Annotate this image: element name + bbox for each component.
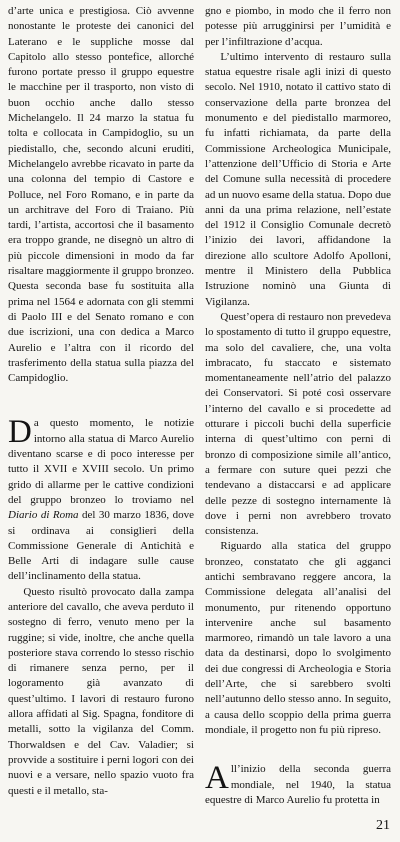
- paragraph: [205, 762, 391, 808]
- paragraph-text: ll’inizio della seconda guerra mondiale, nel 1940, la statua equestre di Marco Aurelio fu protetta in: [205, 763, 391, 806]
- paragraph: Questo risultò provocato dalla zampa anteriore del cavallo, che aveva perduto il sostegno di ferro, venuto meno per la ruggine; si vide, inoltre, che anche quella posteriore stava correndo lo stesso rischio di rimanere senza perno, per il logoramento già avanzato di quest’ultimo. I lavori di restauro furono allora affidati al Sig. Spagna, fonditore di metalli, sotto la vigilanza del Comm. Thorwaldsen e del Cav. Valadier; si provvide a sostituire i perni logori con dei nuovi e a versare, nello spazio vuoto fra questi e il metallo, sta-: [8, 585, 194, 797]
- journal-title: Diario di Roma: [8, 509, 79, 522]
- right-column: [205, 4, 391, 808]
- drop-cap: A: [205, 760, 229, 797]
- page-number: 21: [376, 818, 390, 833]
- paragraph: [8, 416, 194, 584]
- section-gap: [205, 738, 391, 762]
- paragraph: Quest’opera di restauro non prevedeva lo spostamento di tutto il gruppo equestre, ma solo del cavaliere, che, una volta imbracato, fu staccato e sistemato momentaneamente nell’atrio del palazzo dei Conservatori. Si poté così osservare l’interno del cavallo e si procedette ad otturare i piccoli buchi della superficie interna di quest’ultimo con perni di bronzo di composizione simile all’antico, a fermare con suture quei pezzi che tendevano a distaccarsi e ad applicare delle pezze di sostegno internamente là dove i perni non avrebbero trovato consistenza.: [205, 310, 391, 538]
- section-gap: [8, 386, 194, 416]
- drop-cap: D: [8, 414, 32, 451]
- left-column: [8, 4, 194, 799]
- paragraph-text: a questo momento, le notizie intorno alla statua di Marco Aurelio diventano scarse e di poco interesse per tutto il XVII e XVIII secolo. Un primo grido di allarme per le cattive condizioni del gruppo bronzeo lo troviamo nel: [8, 417, 194, 506]
- paragraph: Riguardo alla statica del gruppo bronzeo, constatato che gli agganci antichi sembravano reggere ancora, la Commissione delegata all’analisi del monumento, pur ritenendo opportuno intervenire anche sul basamento marmoreo, rimandò un tale lavoro a una data da destinarsi, dopo lo svolgimento dei due congressi di Archeologia e Storia dell’Arte, che si sarebbero svolti nell’autunno dello stesso anno. In seguito, a causa dello scoppio della prima guerra mondiale, il progetto non fu più ripreso.: [205, 540, 391, 736]
- paragraph: L’ultimo intervento di restauro sulla statua equestre risale agli inizi di questo secolo. Nel 1910, notato il cattivo stato di conservazione della parte bronzea del monumento e del piedistallo marmoreo, fu infatti richiamata, da parte della Commissione Archeologica Municipale, l’attenzione dell’Ufficio di Storia e Arte del Comune sulla necessità di procedere ad un nuovo esame della statua. Dopo due anni da una prima relazione, nell’estate del 1912 il Consiglio Comunale decretò l’inizio dei lavori, affidandone la direzione allo scultore Adolfo Apolloni, mentre il Ministero della Pubblica Istruzione nominò una Giunta di Vigilanza.: [205, 50, 391, 308]
- paragraph-text: del 30 marzo 1836, dove si ordinava ai consiglieri della Commissione Generale di Antichità e Belle Arti di indagare sulle cause dell’inclinamento della statua.: [8, 509, 194, 583]
- paragraph: gno e piombo, in modo che il ferro non potesse più arrugginirsi per l’umidità e per l’infiltrazione d’acqua.: [205, 5, 391, 48]
- paragraph: d’arte unica e prestigiosa. Ciò avvenne nonostante le proteste dei canonici del Laterano e le suppliche mosse dal Capitolo allo stesso pontefice, allorché furono portate presso il gruppo equestre le macchine per il trasporto, non visto di buon occhio anche dallo stesso Michelangelo. Il 24 marzo la statua fu tolta e collocata in Campidoglio, su un piedistallo, che, secondo alcuni eruditi, Michelangelo avrebbe ricavato in parte da una colonna del tempio di Castore e Polluce, nel Foro Romano, e in parte da un architrave del Foro di Traiano. Più tardi, l’artista, accortosi che il basamento era troppo grande, ne disegnò un altro di più piccole dimensioni in modo da far risaltare maggiormente il gruppo bronzeo. Questa seconda base fu sostituita alla prima nel 1564 e adornata con gli stemmi di Paolo III e del Senato romano e con due iscrizioni, una con dedica a Marco Aurelio e l’altra con il ricordo del trasferimento della statua sulla piazza del Campidoglio.: [8, 5, 194, 385]
